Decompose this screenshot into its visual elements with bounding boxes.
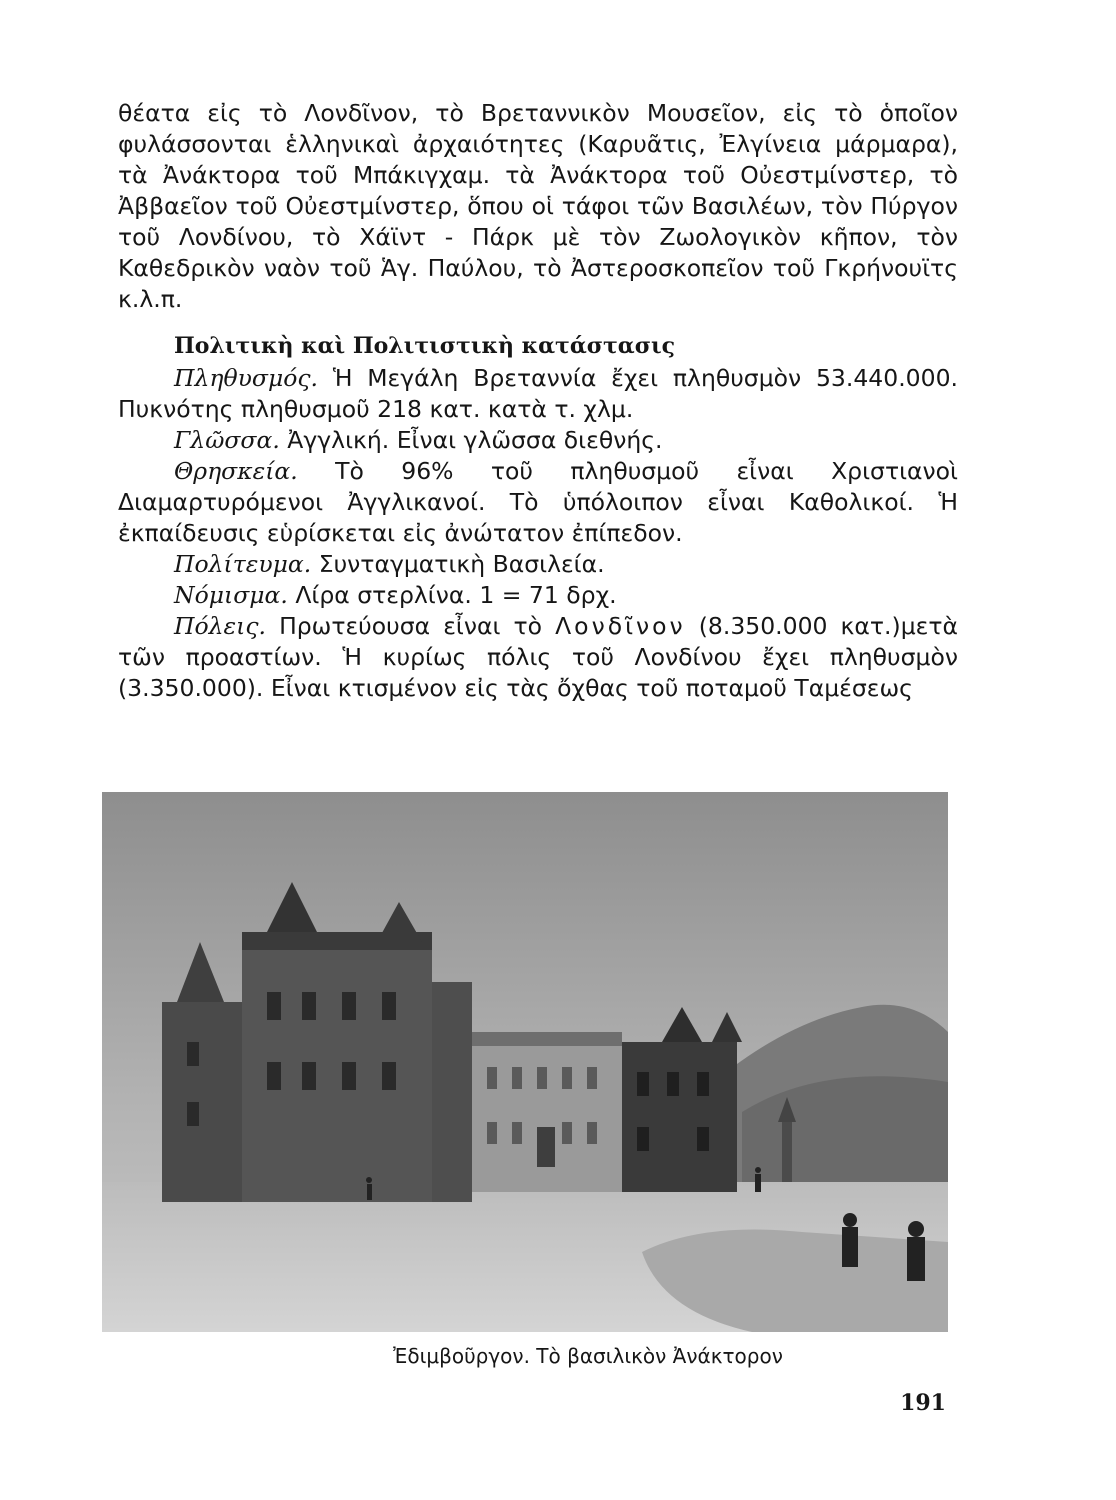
government-text: Συνταγματικὴ Βασιλεία. xyxy=(311,550,605,578)
photo-caption: Ἐδιμβοῦργον. Τὸ βασιλικὸν Ἀνάκτορον xyxy=(393,1344,783,1368)
intro-paragraph: θέατα εἰς τὸ Λονδῖνον, τὸ Βρεταννικὸν Μουσεῖον, εἰς τὸ ὁποῖον φυλάσσονται ἑλληνικαὶ ἀρχαιότητες (Καρυᾶτις, Ἐλγίνεια μάρμαρα), τὰ Ἀνάκτορα τοῦ Μπάκιγχαμ. τὰ Ἀνάκτορα τοῦ Οὐεστμίνστερ, τὸ Ἀββαεῖον τοῦ Οὐεστμίνστερ, ὅπου οἱ τάφοι τῶν Βασιλέων, τὸν Πύργον τοῦ Λονδίνου, τὸ Χάϊντ - Πάρκ μὲ τὸν Ζωολογικὸν κῆπον, τὸν Καθεδρικὸν ναὸν τοῦ Ἁγ. Παύλου, τὸ Ἀστεροσκοπεῖον τοῦ Γκρήνουϊτς κ.λ.π. xyxy=(118,99,958,313)
government-label: Πολίτευμα. xyxy=(174,550,312,578)
religion-text: Τὸ 96% τοῦ πληθυσμοῦ εἶναι Χριστιανοὶ Διαμαρτυρόμενοι Ἀγγλικανοί. Τὸ ὑπόλοιπον εἶναι Καθολικοί. Ἡ ἐκπαίδευσις εὑρίσκεται εἰς ἀνώτατον ἐπίπεδον. xyxy=(118,457,958,547)
page-number: 191 xyxy=(900,1390,946,1416)
religion-entry xyxy=(118,456,958,549)
religion-label: Θρησκεία. xyxy=(174,457,298,485)
palace-photo xyxy=(102,792,948,1332)
population-label: Πληθυσμός. xyxy=(174,364,318,392)
currency-label: Νόμισμα. xyxy=(174,581,288,609)
population-text: Ἡ Μεγάλη Βρεταννία ἔχει πληθυσμὸν 53.440.000. Πυκνότης πληθυσμοῦ 218 κατ. κατὰ τ. χλμ. xyxy=(118,364,958,423)
cities-entry xyxy=(118,611,958,704)
cities-label: Πόλεις. xyxy=(174,612,266,640)
population-entry xyxy=(118,363,958,425)
currency-text: Λίρα στερλίνα. 1 = 71 δρχ. xyxy=(287,581,617,609)
capital-name: Λονδῖνον xyxy=(555,612,686,640)
palace-photo-illustration xyxy=(102,792,948,1332)
currency-entry xyxy=(118,580,958,611)
body-text xyxy=(118,98,958,704)
palace-central-range xyxy=(472,1032,622,1192)
government-entry xyxy=(118,549,958,580)
language-text: Ἀγγλική. Εἶναι γλῶσσα διεθνής. xyxy=(279,426,663,454)
language-label: Γλῶσσα. xyxy=(174,426,280,454)
cities-text-before: Πρωτεύουσα εἶναι τὸ xyxy=(266,612,556,640)
language-entry xyxy=(118,425,958,456)
cities-text-after: (8.350.000 κατ.)μετὰ τῶν προαστίων. Ἡ κυρίως πόλις τοῦ Λονδίνου ἔχει πληθυσμὸν (3.350.000). Εἶναι κτισμένον εἰς τὰς ὄχθας τοῦ ποταμοῦ Ταμέσεως xyxy=(118,612,958,702)
section-heading: Πολιτικὴ καὶ Πολιτιστικὴ κατάστασις xyxy=(174,333,675,359)
